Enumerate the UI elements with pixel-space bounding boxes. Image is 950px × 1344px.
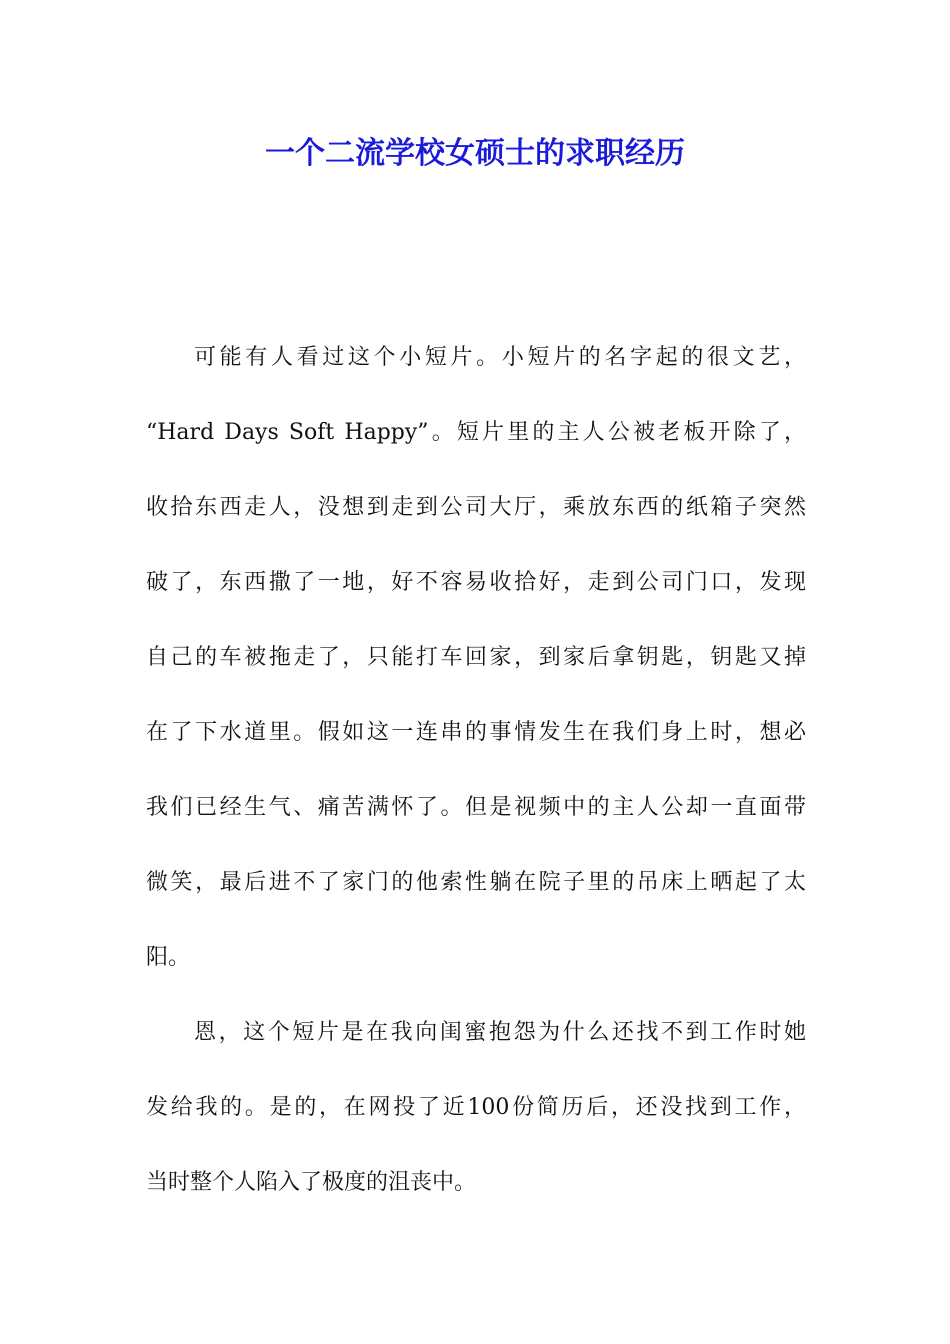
paragraph-line: 微笑，最后进不了家门的他索性躺在院子里的吊床上晒起了太 xyxy=(146,870,806,895)
paragraph-line: 我们已经生气、痛苦满怀了。但是视频中的主人公却一直面带 xyxy=(146,795,806,820)
paragraph-line: 破了，东西撒了一地，好不容易收拾好，走到公司门口，发现 xyxy=(146,570,806,595)
paragraph-line: “Hard Days Soft Happy”。短片里的主人公被老板开除了， xyxy=(146,420,806,445)
paragraph-line: 可能有人看过这个小短片。小短片的名字起的很文艺， xyxy=(194,345,806,370)
paragraph-line: 阳。 xyxy=(146,945,191,970)
paragraph-line: 发给我的。是的，在网投了近100份简历后，还没找到工作， xyxy=(146,1095,806,1120)
paragraph-line: 收拾东西走人，没想到走到公司大厅，乘放东西的纸箱子突然 xyxy=(146,495,806,520)
document-title: 一个二流学校女硕士的求职经历 xyxy=(265,136,685,171)
paragraph-line: 在了下水道里。假如这一连串的事情发生在我们身上时，想必 xyxy=(146,720,806,745)
paragraph-line: 自己的车被拖走了，只能打车回家，到家后拿钥匙，钥匙又掉 xyxy=(146,645,806,670)
paragraph-line: 恩，这个短片是在我向闺蜜抱怨为什么还找不到工作时她 xyxy=(194,1020,806,1045)
paragraph-line: 当时整个人陷入了极度的沮丧中。 xyxy=(146,1170,477,1195)
